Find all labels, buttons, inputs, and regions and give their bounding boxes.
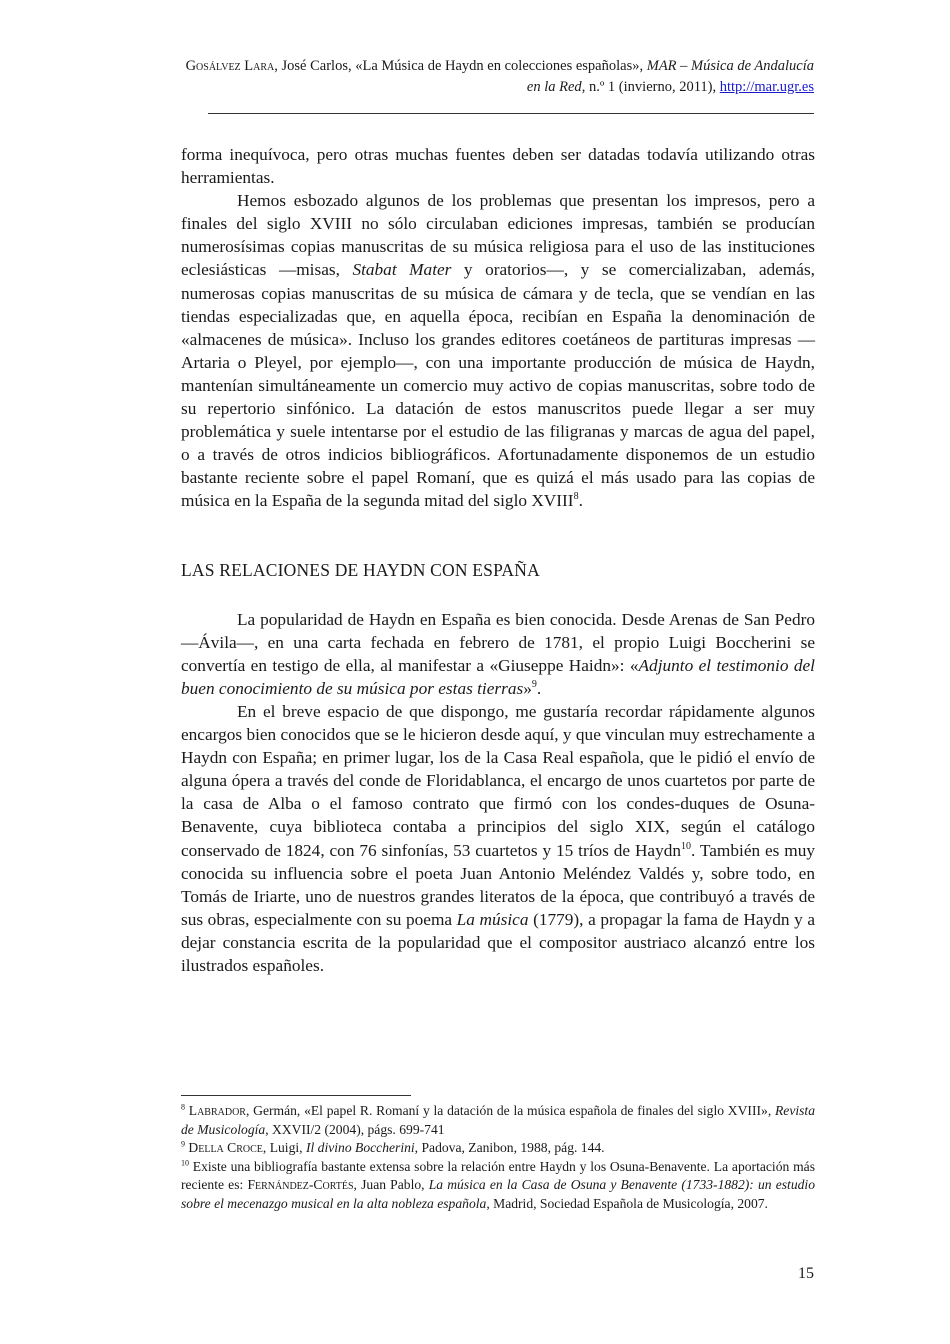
paragraph-boccherini-letter — [181, 608, 815, 700]
work-title: La música — [456, 909, 529, 929]
text-run: , Germán, «El papel R. Romaní y la datación de la música española de finales del siglo — [245, 1103, 728, 1118]
text-run: , XXVII/2 (2004), págs. 699-741 — [265, 1121, 445, 1137]
text-run: , Padova, Zanibon, 1988, pág. 144. — [414, 1140, 605, 1156]
text-run: (1779), a propagar la fama de Haydn y a dejar constancia escrita de la popularidad que el compositor austriaco alcanzó entre los ilustrados españoles. — [181, 909, 816, 975]
section-heading: LAS RELACIONES DE HAYDN CON ESPAÑA — [181, 559, 540, 580]
text-run: La popularidad de Haydn en España es bien conocida. Desde Arenas de San Pedro —Ávila—, en una carta fechada en febrero de 1781, el propio Luigi Boccherini se convertía en testigo de ella, al manifestar a «Giuseppe Haidn»: « — [181, 609, 815, 675]
footnote-number: 9 — [181, 1139, 185, 1149]
text-run: y oratorios—, y se comercializaban, además, numerosas copias manuscritas de su música de cámara y de tecla, que se vendían en las tiendas especializadas que, en aquella época, recibían en España la denominación de «almacenes de música». Incluso los grandes editores coetáneos de partituras impresas —Artaria o Pleyel, por ejemplo—, con una importante producción de música de Haydn, mantenían simultáneamente un comercio muy activo de copias manuscritas, sobre todo de su repertorio sinfónico. La datación de estos manuscritos puede llegar a ser muy problemática y suele intentarse por el estudio de las filigranas y marcas de agua del papel, o a través de otros indicios bibliográficos. Afortunadamente disponemos de un estudio bastante reciente sobre el papel Romaní, que es quizá el más usado para las copias de música en la España de la segunda mitad del siglo — [181, 260, 815, 511]
page-number: 15 — [798, 1265, 814, 1282]
text-run: », — [761, 1103, 775, 1118]
footnote-author: Fernández-Cortés — [247, 1177, 354, 1193]
text-run: , Luigi, — [262, 1140, 306, 1156]
header-url-link[interactable]: http://mar.ugr.es — [719, 79, 814, 95]
text-run: no sólo circulaban ediciones impresas, también se producían numerosísimas copias manuscritas de su música religiosa para el uso de las instituciones eclesiásticas —misas, — [181, 214, 815, 280]
text-run: Existe una bibliografía bastante extensa sobre la relación entre Haydn y los Osuna-Benavente. La aportación más reciente es: — [181, 1158, 815, 1193]
text-run: . — [578, 491, 583, 511]
book-title: La música en la Casa de Osuna y Benavente (1733-1882): un estudio sobre el mecenazgo musical en la alta nobleza española — [181, 1177, 815, 1211]
header-author: Gosálvez Lara — [185, 58, 275, 74]
header-issue: , n.º 1 (invierno, 2011), — [581, 79, 720, 95]
header-journal: MAR – Música de Andalucía en la Red — [526, 58, 814, 95]
paragraph-commissions — [181, 700, 815, 977]
text-run: » — [523, 678, 532, 698]
footnote-author: Della Croce — [188, 1140, 263, 1156]
header-citation: , José Carlos, «La Música de Haydn en colecciones españolas», — [274, 58, 647, 74]
text-run: Hemos esbozado algunos de los problemas que presentan los impresos, pero a finales del siglo — [181, 191, 815, 234]
main-text — [181, 143, 815, 977]
text-run: , Juan Pablo, — [353, 1177, 429, 1193]
book-title: Il divino Boccherini — [305, 1140, 415, 1156]
running-header — [180, 56, 814, 98]
footnote-ref-8[interactable]: 8 — [573, 491, 579, 503]
footnote-10 — [181, 1158, 815, 1214]
footnote-number: 8 — [181, 1102, 185, 1112]
text-run: , según el catálogo conservado de 1824, con 76 sinfonías, 53 cuartetos y 15 tríos de Haydn — [181, 817, 815, 860]
footnote-divider — [181, 1095, 411, 1096]
text-run: , Madrid, Sociedad Española de Musicología, 2007. — [486, 1195, 768, 1211]
footnote-number: 10 — [181, 1158, 189, 1168]
footnote-author: Labrador — [188, 1103, 246, 1118]
century-numeral: XVIII — [727, 1103, 762, 1118]
century-numeral: XVIII — [309, 214, 353, 234]
century-numeral: XIX — [634, 817, 666, 837]
text-run: En el breve espacio de que dispongo, me gustaría recordar rápidamente algunos encargos bien conocidos que se le hicieron desde aquí, y que vinculan muy estrechamente a Haydn con España; en primer lugar, los de la Casa Real española, que le pidió el envío de alguna ópera a través del conde de Floridablanca, el encargo de unos cuartetos por parte de la casa de Alba o el famoso contrato que firmó con los condes-duques de Osuna-Benavente, cuya biblioteca contaba a principios del siglo — [181, 701, 815, 837]
quotation: Adjunto el testimonio del buen conocimiento de su música por estas tierras — [181, 655, 815, 698]
work-title: Stabat Mater — [352, 260, 452, 280]
footnote-8 — [181, 1102, 815, 1139]
journal-title: Revista de Musicología — [181, 1103, 815, 1137]
century-numeral: XVIII — [531, 491, 574, 511]
paragraph-printed-and-manuscript-copies — [181, 189, 815, 512]
paragraph-continuation: forma inequívoca, pero otras muchas fuentes deben ser datadas todavía utilizando otras herramientas. — [181, 145, 815, 188]
text-run: . — [536, 678, 542, 698]
text-run: . También es muy conocida su influencia sobre el poeta Juan Antonio Meléndez Valdés y, sobre todo, en Tomás de Iriarte, uno de nuestros grandes literatos de la época, que contribuyó a través de sus obras, especialmente con su poema — [181, 840, 815, 929]
footnote-9 — [181, 1139, 815, 1158]
footnotes — [181, 1102, 815, 1214]
footnote-ref-9[interactable]: 9 — [531, 679, 537, 691]
header-divider — [208, 113, 814, 114]
footnote-ref-10[interactable]: 10 — [681, 840, 692, 852]
